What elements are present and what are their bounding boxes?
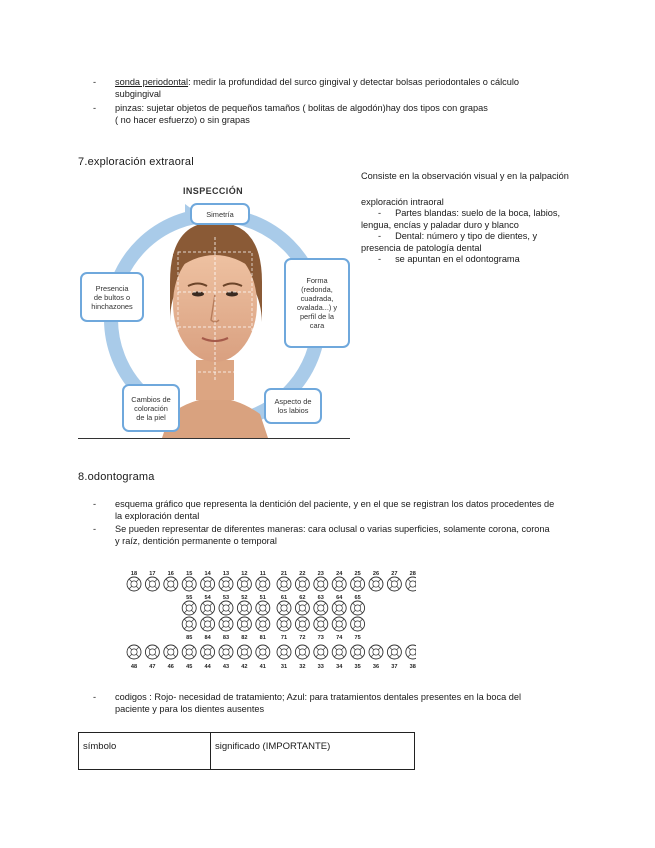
label-line: ovalada...) y [296,303,338,312]
label-line: los labios [277,406,309,415]
table-cell-significado: significado (IMPORTANTE) [211,733,415,770]
item-line-cont: presencia de patología dental [361,242,482,253]
tooth-number: 46 [167,664,174,670]
tooth [182,601,196,615]
label-forma [284,258,350,348]
text-pinzas: pinzas: sujetar objetos de pequeños tamaños ( bolitas de algodón)hay dos tipos con grapas [115,103,488,113]
intraoral-item [361,208,601,220]
tooth [237,577,251,591]
tooth [201,577,215,591]
bullet: - [93,692,97,702]
tooth-number: 12 [241,571,248,577]
tooth [256,577,270,591]
tooth [127,577,141,591]
tooth [256,601,270,615]
label-presencia [80,272,144,322]
tooth [277,577,291,591]
label-line: (redonda, [301,285,333,294]
tooth [351,617,365,631]
list-item-esquema [115,499,585,522]
tooth-number: 85 [186,635,193,641]
tooth-number: 36 [372,664,380,670]
text-pinzas-cont: ( no hacer esfuerzo) o sin grapas [115,114,250,125]
bullet: - [378,231,382,241]
tooth-number: 48 [130,664,138,670]
label-line: Forma [306,276,328,285]
section7-heading: 7.exploración extraoral [78,156,194,168]
tooth [314,601,328,615]
bullet: - [378,208,382,218]
tooth-number: 24 [336,571,343,577]
tooth-number: 37 [391,664,398,670]
tooth-number: 33 [317,664,324,670]
tooth-number: 26 [372,571,380,577]
tooth-number: 13 [222,571,230,577]
label-line: cara [309,321,325,330]
tooth-number: 61 [280,595,288,601]
tooth [351,645,365,659]
tooth [314,617,328,631]
tooth-number: 82 [241,635,248,641]
tooth [277,601,291,615]
tooth-number: 31 [280,664,288,670]
tooth-number: 43 [222,664,230,670]
item-line: Dental: número y tipo de dientes, y [395,231,538,241]
intraoral-item [361,231,601,243]
tooth [182,645,196,659]
tooth-number: 32 [299,664,306,670]
tooth-number: 63 [317,595,324,601]
tooth [201,645,215,659]
tooth-number: 14 [204,571,211,577]
tooth-number: 65 [354,595,361,601]
tooth [127,645,141,659]
label-line: de la piel [136,412,166,422]
tooth-number: 41 [259,664,266,670]
tooth-number: 38 [409,664,416,670]
item-line: paciente y para los dientes ausentes [115,703,265,714]
tooth-number: 51 [259,595,266,601]
tooth [201,601,215,615]
tooth-number: 62 [299,595,306,601]
tooth-number: 17 [149,571,156,577]
tooth [219,601,233,615]
tooth [237,617,251,631]
tooth-number: 35 [354,664,361,670]
label-line: coloración [134,403,168,413]
bullet: - [93,103,97,113]
label-line: de bultos o [93,292,131,302]
tooth [164,577,178,591]
tooth-number: 28 [409,571,416,577]
tooth-number: 45 [186,664,193,670]
tooth [314,577,328,591]
tooth-number: 25 [354,571,361,577]
tooth [295,645,309,659]
tooth [314,645,328,659]
tooth [182,577,196,591]
figure-title: INSPECCIÓN [183,186,244,196]
tooth [256,617,270,631]
tooth [219,577,233,591]
tooth-number: 73 [317,635,324,641]
item-line: se apuntan en el odontograma [395,254,520,264]
item-line: Partes blandas: suelo de la boca, labios, [395,208,561,218]
intro-text: Consiste en la observación visual y en la palpación [361,171,569,181]
tooth [369,577,383,591]
bullet: - [93,77,97,87]
tooth-number: 18 [130,571,138,577]
tooth-number: 52 [241,595,248,601]
tooth-number: 34 [336,664,343,670]
tooth-number: 53 [222,595,230,601]
tooth-number: 11 [259,571,266,577]
bullet: - [378,254,382,264]
tooth [201,617,215,631]
bullet: - [93,499,97,509]
inspection-figure [78,182,352,438]
item-line: Se pueden representar de diferentes maneras: cara oclusal o varias superficies, solamente corona, corona [115,524,550,534]
label-simetria: Simetría [190,203,250,225]
right-text-block [361,171,601,266]
odontogram [124,569,416,671]
symbol-table [78,732,415,770]
tooth [219,645,233,659]
tooth [387,577,401,591]
tooth-number: 75 [354,635,361,641]
tooth [332,617,346,631]
tooth [237,601,251,615]
tooth [387,645,401,659]
tooth [351,577,365,591]
label-line: Aspecto de [274,397,312,406]
tooth [237,645,251,659]
tooth [145,645,159,659]
tooth-number: 54 [204,595,211,601]
label-line: perfil de la [299,312,335,321]
section8-heading: 8.odontograma [78,471,155,483]
tooth [406,577,416,591]
tooth-number: 42 [241,664,248,670]
label-line: Cambios de [131,394,171,404]
tooth-number: 15 [186,571,193,577]
table-row [79,733,415,770]
tooth-number: 84 [204,635,211,641]
tooth-number: 83 [222,635,230,641]
tooth-number: 21 [280,571,288,577]
tooth [277,645,291,659]
tooth [332,601,346,615]
list-item-pinzas [115,103,585,126]
tooth-number: 16 [167,571,174,577]
tooth [256,645,270,659]
bullet: - [93,524,97,534]
item-line: esquema gráfico que representa la dentición del paciente, y en el que se registran los datos procedentes de [115,499,555,509]
text-sonda: : medir la profundidad del surco gingival y detectar bolsas periodontales o cálculo [188,77,520,87]
tooth-number: 44 [204,664,211,670]
tooth-number: 27 [391,571,398,577]
tooth-number: 71 [280,635,288,641]
tooth-number: 22 [299,571,306,577]
tooth [182,617,196,631]
divider [78,438,350,439]
tooth [295,601,309,615]
list-item-maneras [115,524,585,547]
tooth [295,617,309,631]
label-aspecto [264,388,322,424]
tooth [277,617,291,631]
label-line: Presencia [95,283,129,293]
item-line: codigos : Rojo- necesidad de tratamiento; Azul: para tratamientos dentales presentes en la boca del [115,692,522,702]
tooth-number: 47 [149,664,156,670]
label-line: hinchazones [91,301,133,311]
tooth-number: 64 [336,595,343,601]
tooth [295,577,309,591]
item-line: y raíz, dentición permanente o temporal [115,535,277,546]
sub-heading: exploración intraoral [361,196,444,207]
intraoral-item [361,254,601,266]
item-line: la exploración dental [115,510,200,521]
tooth-number: 55 [186,595,193,601]
item-line-cont: lengua, encías y paladar duro y blanco [361,219,519,230]
label-cambios [122,384,180,432]
tooth-number: 74 [336,635,343,641]
list-item-sonda [115,77,585,100]
tooth [369,645,383,659]
tooth [219,617,233,631]
tooth [332,645,346,659]
term-sonda: sonda periodontal [115,77,189,87]
list-item-codigos [115,692,585,715]
label-line: cuadrada, [300,294,334,303]
tooth [164,645,178,659]
tooth-number: 23 [317,571,324,577]
tooth [406,645,416,659]
tooth-number: 72 [299,635,306,641]
table-cell-simbolo: símbolo [79,733,211,770]
text-sonda-cont: subgingival [115,88,161,99]
tooth [351,601,365,615]
tooth [332,577,346,591]
tooth [145,577,159,591]
tooth-number: 81 [259,635,266,641]
